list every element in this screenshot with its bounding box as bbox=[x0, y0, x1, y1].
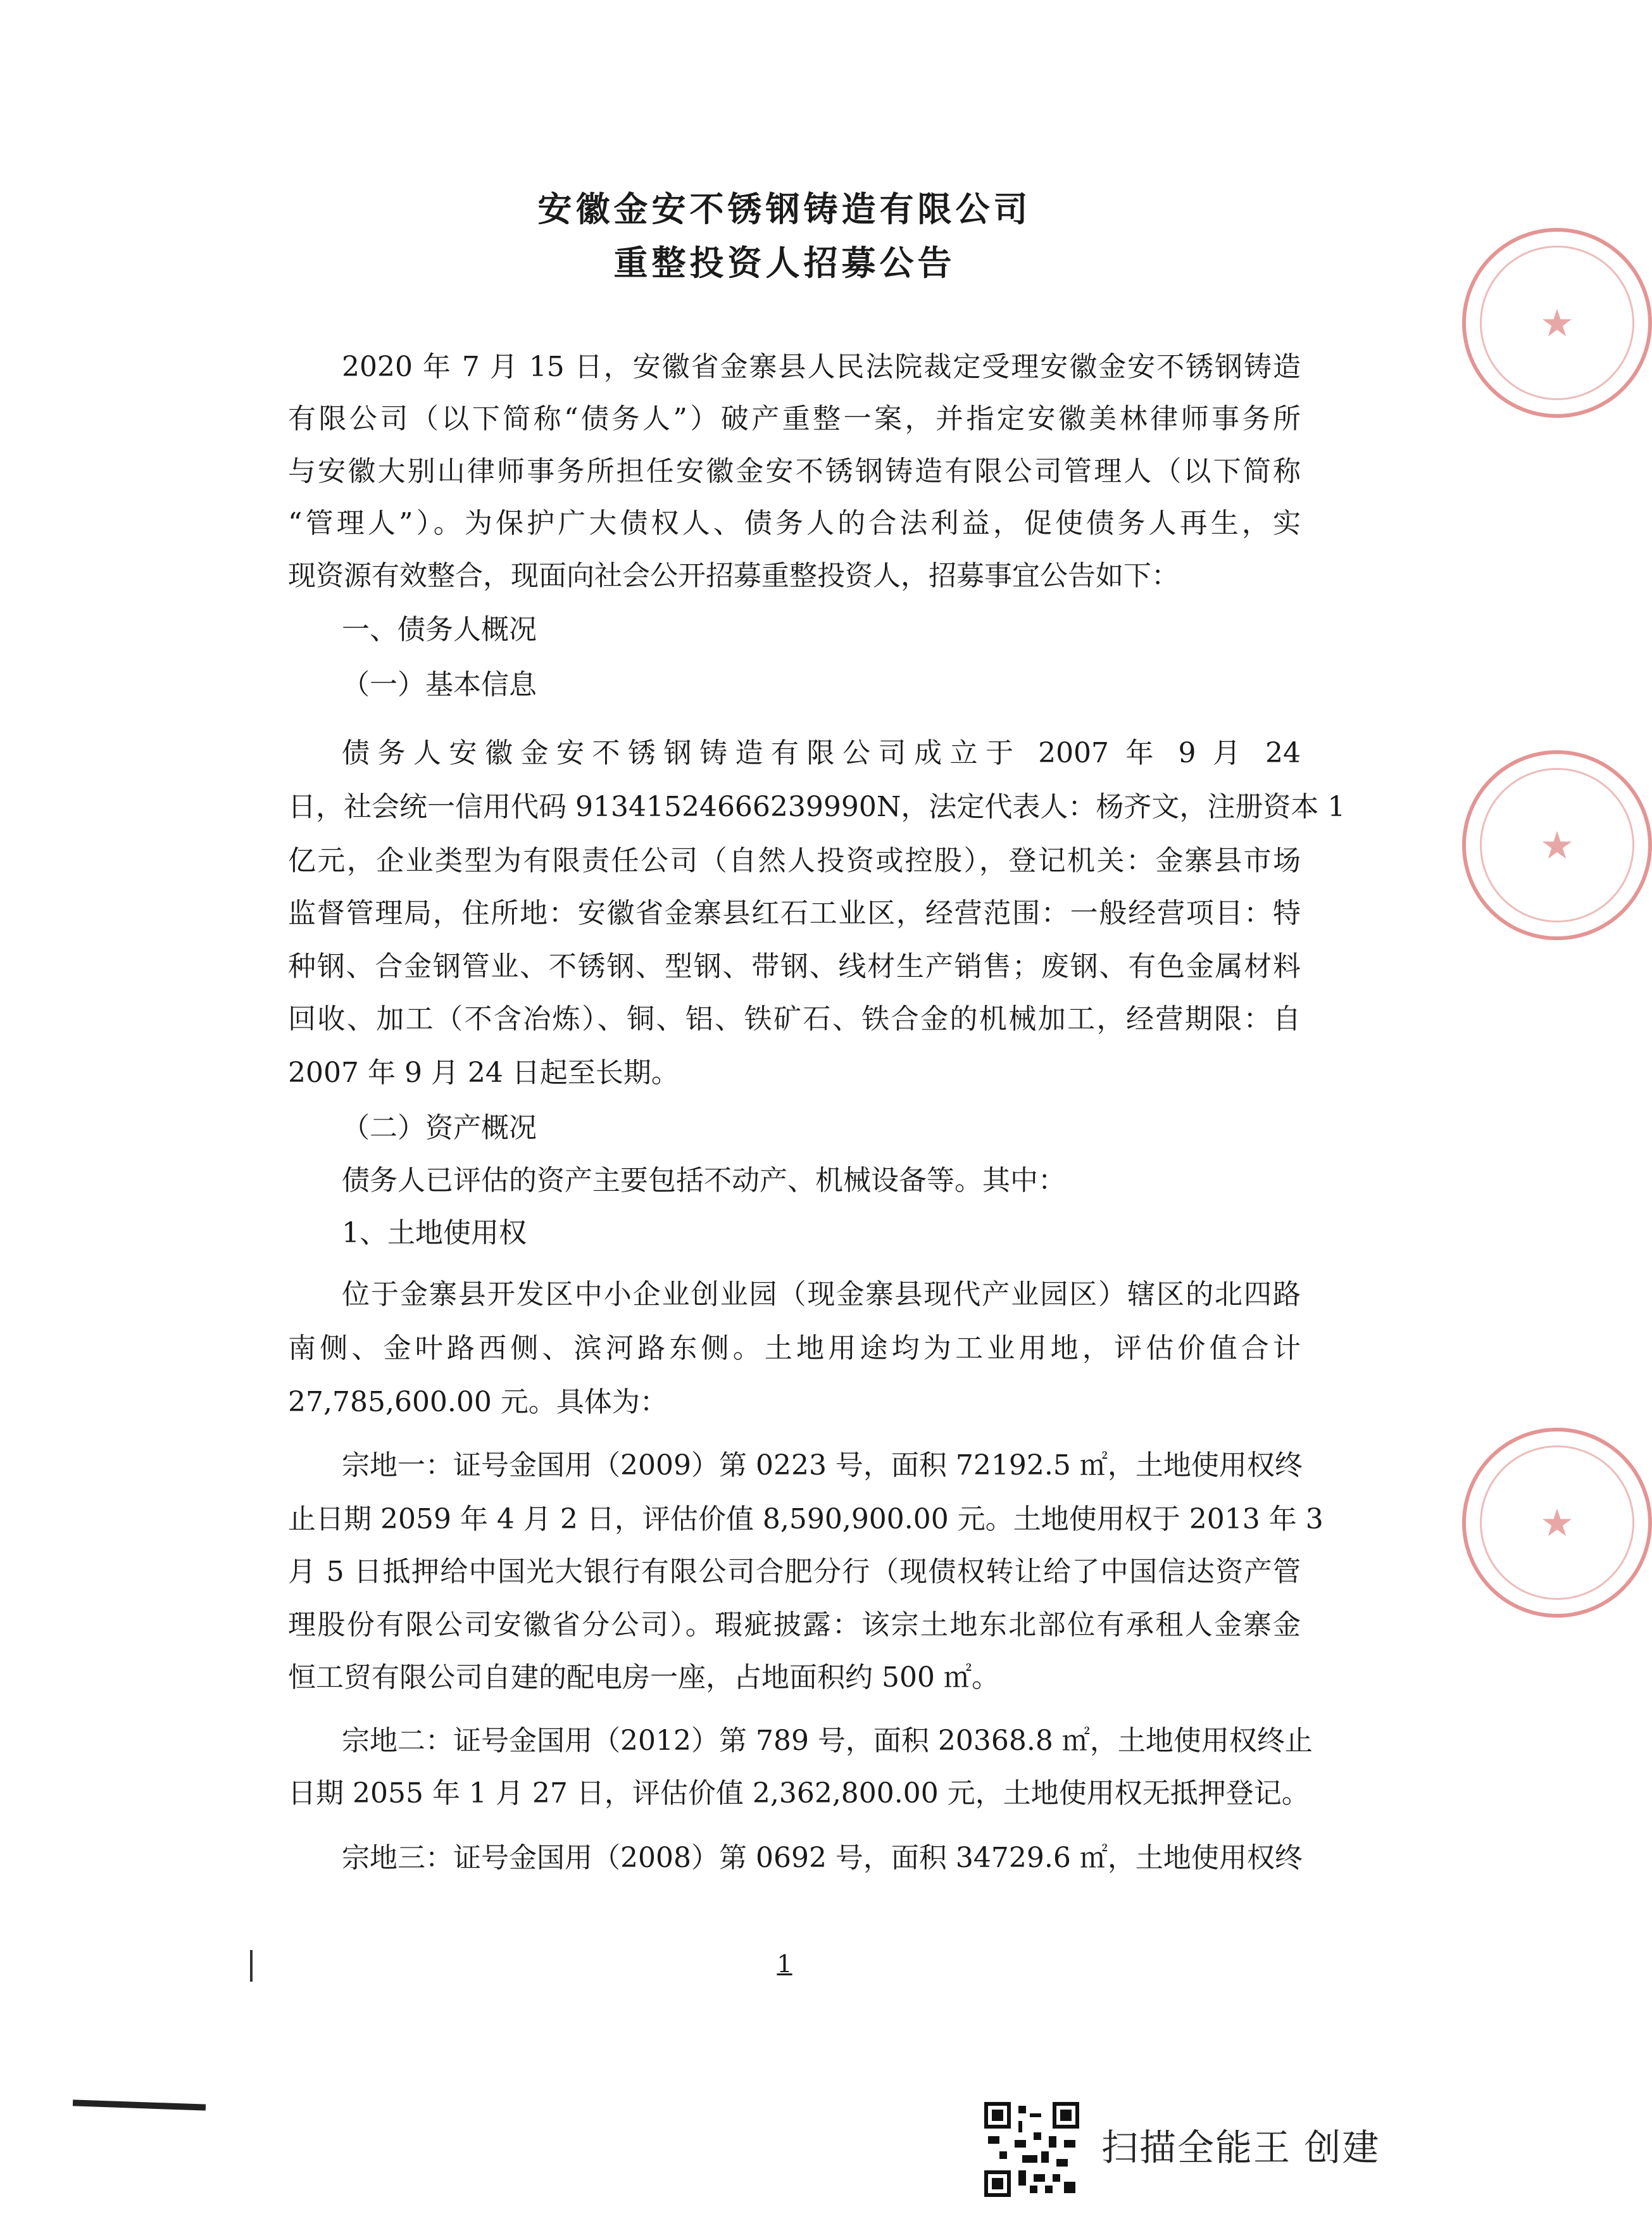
paragraph-line: 2007 年 9 月 24 日起至长期。 bbox=[288, 1057, 679, 1089]
paragraph-line: 南侧、金叶路西侧、滨河路东侧。土地用途均为工业用地，评估价值合计 bbox=[288, 1332, 1301, 1364]
seal-stamp-icon: ★ bbox=[1462, 228, 1652, 418]
document-subtitle: 重整投资人招募公告 bbox=[613, 242, 956, 283]
seal-stamp-icon: ★ bbox=[1462, 1428, 1652, 1618]
paragraph-line: 位于金寨县开发区中小企业创业园（现金寨县现代产业园区）辖区的北四路 bbox=[342, 1278, 1301, 1311]
paragraph-line: 亿元，企业类型为有限责任公司（自然人投资或控股），登记机关：金寨县市场 bbox=[288, 845, 1301, 877]
seal-stamp-icon: ★ bbox=[1462, 750, 1652, 940]
paragraph-line: “管理人”）。为保护广大债权人、债务人的合法利益，促使债务人再生，实 bbox=[288, 507, 1301, 539]
paragraph-line: 宗地二：证号金国用（2012）第 789 号，面积 20368.8 ㎡，土地使用权终止 bbox=[342, 1725, 1313, 1757]
paragraph-line: 日期 2055 年 1 月 27 日，评估价值 2,362,800.00 元，土地使用权无抵押登记。 bbox=[288, 1777, 1310, 1809]
paragraph-line: 理股份有限公司安徽省分公司）。瑕疵披露：该宗土地东北部位有承租人金寨金 bbox=[288, 1609, 1301, 1641]
document-title: 安徽金安不锈钢铸造有限公司 bbox=[537, 189, 1032, 229]
paragraph-line: 回收、加工（不含冶炼）、铜、铝、铁矿石、铁合金的机械加工，经营期限：自 bbox=[288, 1003, 1301, 1035]
paragraph-line: 日，社会统一信用代码 91341524666239990N，法定代表人：杨齐文，注册资本 1 bbox=[288, 791, 1346, 823]
paragraph-line: 宗地三：证号金国用（2008）第 0692 号，面积 34729.6 ㎡，土地使用权终 bbox=[342, 1842, 1303, 1874]
paragraph-line: 止日期 2059 年 4 月 2 日，评估价值 8,590,900.00 元。土地使用权于 2013 年 3 bbox=[288, 1503, 1323, 1535]
paragraph-line: 1、土地使用权 bbox=[342, 1217, 527, 1249]
paragraph-line: 现资源有效整合，现面向社会公开招募重整投资人，招募事宜公告如下： bbox=[288, 560, 1179, 592]
paragraph-line: 一、债务人概况 bbox=[342, 613, 537, 646]
scan-edge-artifact bbox=[73, 2099, 206, 2110]
paragraph-line: 债务人已评估的资产主要包括不动产、机械设备等。其中： bbox=[342, 1164, 1066, 1197]
paragraph-line: 2020 年 7 月 15 日，安徽省金寨县人民法院裁定受理安徽金安不锈钢铸造 bbox=[342, 351, 1301, 383]
paragraph-line: （一）基本信息 bbox=[342, 669, 537, 701]
scanner-watermark: 扫描全能王 创建 bbox=[1101, 2126, 1380, 2169]
paragraph-line: 月 5 日抵押给中国光大银行有限公司合肥分行（现债权转让给了中国信达资产管 bbox=[288, 1556, 1301, 1588]
paragraph-line: 恒工贸有限公司自建的配电房一座，占地面积约 500 ㎡。 bbox=[288, 1661, 999, 1694]
qr-code-icon bbox=[984, 2102, 1079, 2197]
paragraph-line: 宗地一：证号金国用（2009）第 0223 号，面积 72192.5 ㎡，土地使用权终 bbox=[342, 1449, 1303, 1482]
paragraph-line: 有限公司（以下简称“债务人”）破产重整一案，并指定安徽美林律师事务所 bbox=[288, 403, 1301, 435]
paragraph-line: 债务人安徽金安不锈钢铸造有限公司成立于 2007 年 9 月 24 bbox=[342, 737, 1301, 769]
page-number: 1 bbox=[777, 1950, 792, 1978]
paragraph-line: （二）资产概况 bbox=[342, 1112, 537, 1144]
paragraph-line: 种钢、合金钢管业、不锈钢、型钢、带钢、线材生产销售；废钢、有色金属材料 bbox=[288, 950, 1301, 983]
paragraph-line: 监督管理局，住所地：安徽省金寨县红石工业区，经营范围：一般经营项目：特 bbox=[288, 897, 1301, 929]
paragraph-line: 与安徽大别山律师事务所担任安徽金安不锈钢铸造有限公司管理人（以下简称 bbox=[288, 455, 1301, 488]
paragraph-line: 27,785,600.00 元。具体为： bbox=[288, 1386, 668, 1418]
